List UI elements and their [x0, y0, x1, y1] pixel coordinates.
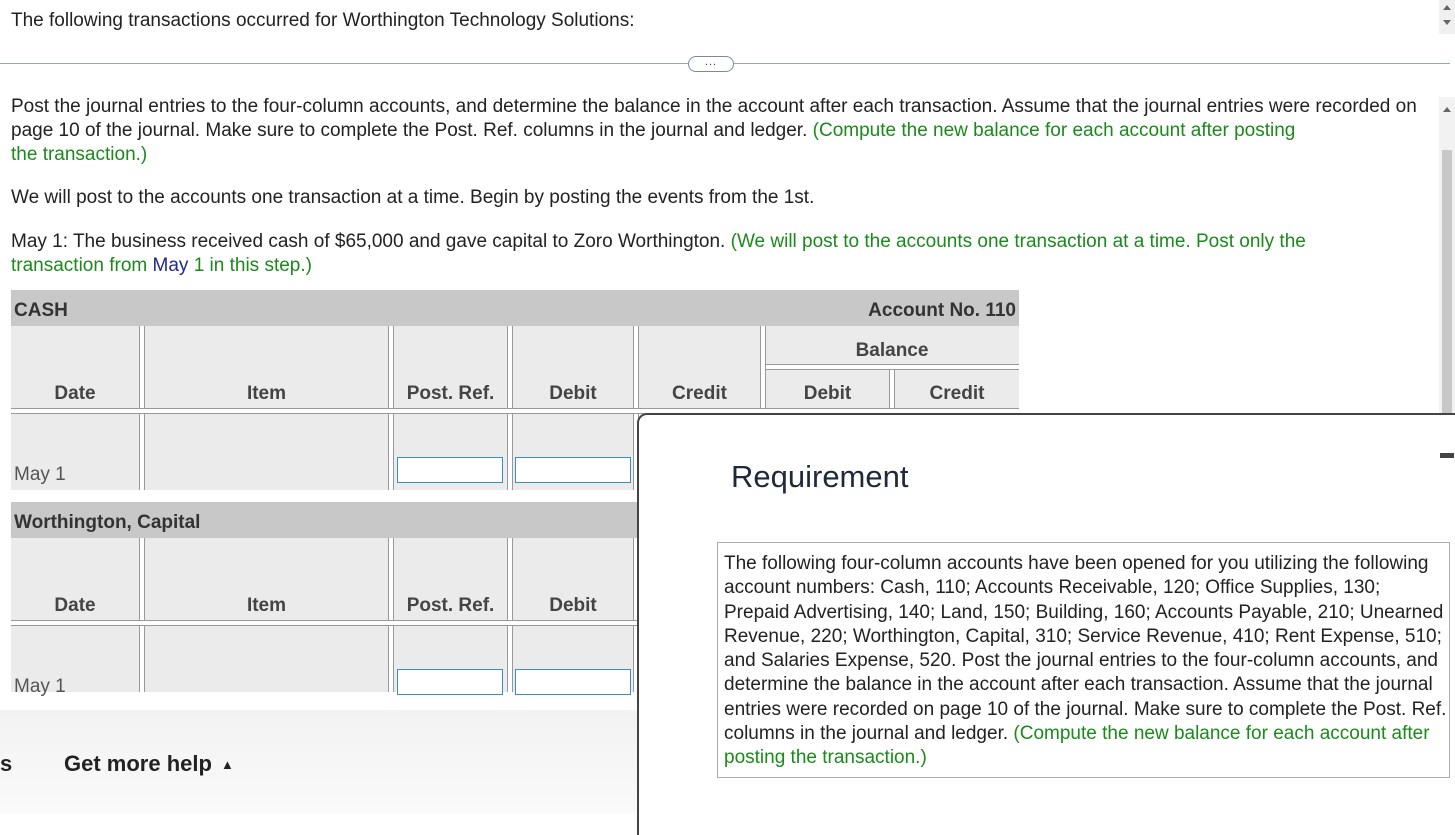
- scrollbar-thumb[interactable]: [1442, 150, 1452, 415]
- expand-button[interactable]: ...: [688, 56, 734, 72]
- capital-ledger: [11, 502, 637, 697]
- requirement-box: [717, 542, 1450, 778]
- col-credit: Credit: [672, 383, 727, 404]
- requirement-modal: [637, 413, 1455, 835]
- col-post-ref: Post. Ref.: [406, 595, 495, 616]
- scroll-up-icon[interactable]: [1443, 5, 1451, 10]
- col-debit: Debit: [549, 383, 597, 404]
- get-more-help-label: Get more help: [64, 751, 212, 776]
- col-date: Date: [54, 383, 96, 404]
- transaction-hint: (We will post to the accounts one transaction at a time. Post only the: [730, 231, 1306, 252]
- step-text: We will post to the accounts one transaction at a time. Begin by posting the events from the 1st.: [11, 187, 815, 208]
- instructions-hint: (Compute the new balance for each account after posting: [812, 120, 1296, 141]
- debit-input[interactable]: [515, 669, 631, 695]
- ledger-header: [11, 502, 637, 538]
- get-more-help-button[interactable]: [64, 751, 234, 777]
- col-date: Date: [54, 595, 96, 616]
- requirement-body: The following four-column accounts have been opened for you utilizing the following account numbers: Cash, 110; Accounts Receivable, 120; Office Supplies, 130; Prepaid Advertising, 140; Land, 150; Building, 160; Accounts Payable, 210; Unearned Revenue, 220; Worthington, Capital, 310; Service Revenue, 410; Rent Expense, 510; and Salaries Expense, 520. Post the journal entries to the four-column accounts, and determine the balance in the account after each transaction. Assume that the journal entries were recorded on page 10 of the journal. Make sure to complete the Post. Ref. columns in the journal and ledger.: [724, 553, 1447, 745]
- transaction-hint-c: 1 in this step.): [193, 255, 312, 276]
- caret-up-icon: ▲: [221, 757, 234, 772]
- requirement-hint: (Compute the new balance for each account after posting the transaction.): [724, 723, 1430, 769]
- scroll-down-icon[interactable]: [1443, 20, 1451, 25]
- transaction-text: [11, 230, 1431, 278]
- col-balance-credit: Credit: [929, 383, 985, 404]
- col-post-ref: Post. Ref.: [406, 383, 495, 404]
- col-item: Item: [246, 383, 287, 404]
- account-number: Account No. 110: [868, 300, 1016, 321]
- ledger-title: Worthington, Capital: [14, 512, 201, 533]
- transaction-month: May: [152, 255, 189, 276]
- col-balance-debit: Debit: [803, 383, 852, 404]
- balance-header: Balance: [855, 340, 929, 361]
- requirement-text: [724, 552, 1449, 771]
- instructions-main: Post the journal entries to the four-column accounts, and determine the balance in the account after each transaction. Assume that the journal entries were recorded on page 10 of the journal. Make sure to complete the Post. Ref. columns in the journal and ledger.: [11, 96, 1417, 141]
- transaction-main: May 1: The business received cash of $65,000 and gave capital to Zoro Worthington.: [11, 231, 726, 252]
- transaction-hint-b: transaction from: [11, 255, 148, 276]
- modal-title: Requirement: [731, 459, 909, 494]
- ledger-title: CASH: [14, 300, 68, 321]
- instructions-hint-2: the transaction.): [11, 144, 148, 165]
- debit-input[interactable]: [515, 457, 631, 483]
- intro-text: The following transactions occurred for Worthington Technology Solutions:: [11, 10, 635, 31]
- post-ref-input[interactable]: [397, 669, 503, 695]
- divider: [11, 620, 637, 626]
- row-date: May 1: [14, 464, 66, 485]
- row-date: May 1: [14, 676, 66, 697]
- instructions: [11, 95, 1436, 167]
- scroll-up-icon[interactable]: [1443, 107, 1451, 112]
- help-bar-fragment: s: [0, 751, 13, 776]
- col-item: Item: [246, 595, 287, 616]
- ledger-header: [11, 290, 1019, 326]
- minimize-icon[interactable]: [1440, 453, 1454, 458]
- divider: [766, 364, 1019, 370]
- post-ref-input[interactable]: [397, 457, 503, 483]
- col-debit: Debit: [549, 595, 597, 616]
